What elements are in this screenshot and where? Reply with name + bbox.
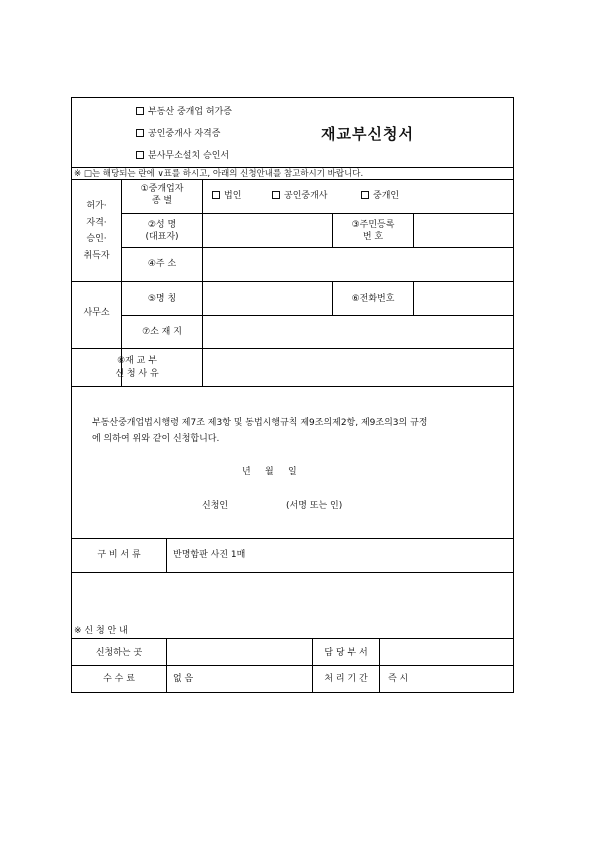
office-section-label: 사무소 xyxy=(83,308,110,318)
guide-row-2-value: 없 음 xyxy=(173,674,194,684)
office-name-label: ⑤명 칭 xyxy=(147,294,177,304)
checkbox-icon[interactable] xyxy=(136,129,144,137)
notice-text: ※ □는 해당되는 란에 ∨표를 하시고, 아래의 신청안내를 참고하시기 바랍니다. xyxy=(74,169,364,179)
guide-heading: ※ 신 청 안 내 xyxy=(74,626,128,636)
type-option-agent[interactable]: 공인중개사 xyxy=(272,191,327,202)
guide-row-1-label-2: 담 당 부 서 xyxy=(324,648,368,658)
phone-label: ⑥전화번호 xyxy=(351,294,395,304)
type-label: ①중개업자 종 별 xyxy=(140,184,184,207)
documents-label: 구 비 서 류 xyxy=(97,550,141,560)
checkbox-icon[interactable] xyxy=(272,191,280,199)
name-label: ②성 명 (대표자) xyxy=(145,220,179,243)
declaration-line-1: 부동산중개업법시행령 제7조 제3항 및 동법시행규칙 제9조의제2항, 제9조의3의 규정 xyxy=(92,418,428,428)
location-label: ⑦소 재 지 xyxy=(142,327,182,337)
applicant-label: 신청인 xyxy=(202,501,229,511)
option-permit[interactable]: 부동산 중개업 허가증 xyxy=(136,107,232,118)
date-line: 년 월 일 xyxy=(242,467,297,477)
form-title: 재교부신청서 xyxy=(321,125,414,143)
signature-label: (서명 또는 인) xyxy=(286,501,343,511)
reason-label: ⑧재 교 부 신 청 사 유 xyxy=(115,356,159,380)
checkbox-icon[interactable] xyxy=(136,107,144,115)
guide-row-2-value-2: 즉 시 xyxy=(388,674,409,684)
permit-section-label: 허가· 자격· 승인· 취득자 xyxy=(83,201,110,261)
type-option-broker[interactable]: 중개인 xyxy=(361,191,399,202)
id-label: ③주민등록 번 호 xyxy=(351,220,395,243)
guide-row-1-label: 신청하는 곳 xyxy=(95,648,143,658)
option-license[interactable]: 공인중개사 자격증 xyxy=(136,129,220,140)
type-option-corp[interactable]: 법인 xyxy=(212,191,241,202)
checkbox-icon[interactable] xyxy=(136,151,144,159)
checkbox-icon[interactable] xyxy=(361,191,369,199)
guide-row-2-label-2: 처 리 기 간 xyxy=(324,674,368,684)
documents-value: 반명함판 사진 1매 xyxy=(173,550,246,560)
option-branch[interactable]: 분사무소설치 승인서 xyxy=(136,151,229,162)
address-label: ④주 소 xyxy=(147,259,177,269)
application-form xyxy=(71,97,514,693)
guide-row-2-label: 수 수 료 xyxy=(103,674,135,684)
declaration-line-2: 에 의하여 위와 같이 신청합니다. xyxy=(92,434,220,444)
checkbox-icon[interactable] xyxy=(212,191,220,199)
